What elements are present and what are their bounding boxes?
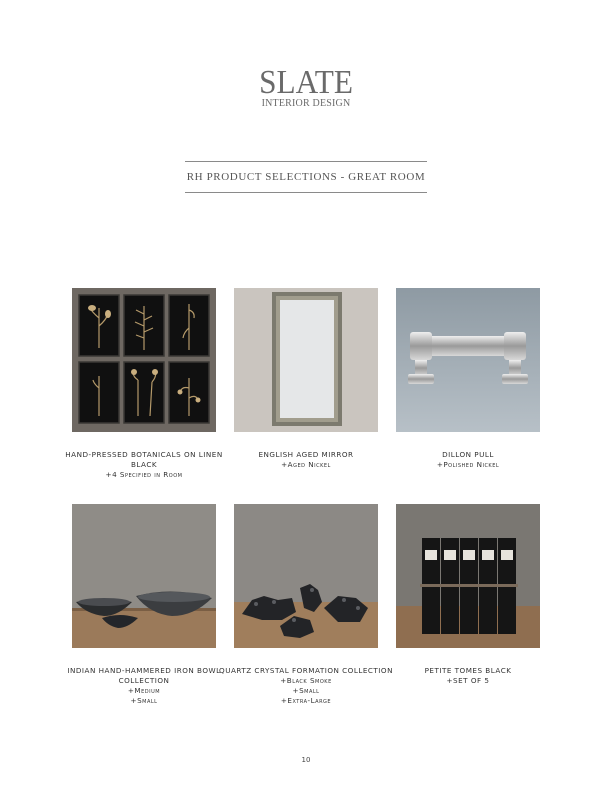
section-title: RH PRODUCT SELECTIONS - GREAT ROOM xyxy=(186,171,426,183)
brand-logo xyxy=(0,66,612,109)
page-number: 10 xyxy=(301,756,311,764)
product-name: INDIAN HAND-HAMMERED IRON BOWL COLLECTION xyxy=(67,666,221,685)
product-option: +Medium xyxy=(127,686,161,695)
product-option: +Aged Nickel xyxy=(281,460,331,469)
brand-name: SLATE xyxy=(259,64,353,101)
product-option: +Small xyxy=(130,696,158,705)
product-name: QUARTZ CRYSTAL FORMATION COLLECTION xyxy=(219,666,393,675)
product-option: +Black Smoke xyxy=(280,676,332,685)
product-option: +SET OF 5 xyxy=(446,676,490,685)
product-name: HAND-PRESSED BOTANICALS ON LINEN BLACK xyxy=(65,450,223,469)
product-caption xyxy=(378,450,558,470)
brand-tagline: INTERIOR DESIGN xyxy=(261,98,351,109)
section-title-block xyxy=(185,161,427,193)
product-caption xyxy=(216,450,396,470)
product-caption xyxy=(216,666,396,706)
quartz-crystals-image xyxy=(234,504,378,648)
books-image xyxy=(396,504,540,648)
product-option: +Small xyxy=(292,686,320,695)
iron-bowls-image xyxy=(72,504,216,648)
product-caption xyxy=(378,666,558,686)
drawer-pull-image xyxy=(396,288,540,432)
product-name: DILLON PULL xyxy=(442,450,494,459)
product-option: +Extra-Large xyxy=(280,696,332,705)
product-caption xyxy=(54,666,234,706)
product-option: +Polished Nickel xyxy=(436,460,500,469)
product-option: +4 Specified in Room xyxy=(105,470,183,479)
product-name: PETITE TOMES BLACK xyxy=(424,666,512,675)
mirror-image xyxy=(234,288,378,432)
framed-botanicals-image xyxy=(72,288,216,432)
product-caption xyxy=(54,450,234,480)
product-name: ENGLISH AGED MIRROR xyxy=(258,450,354,459)
